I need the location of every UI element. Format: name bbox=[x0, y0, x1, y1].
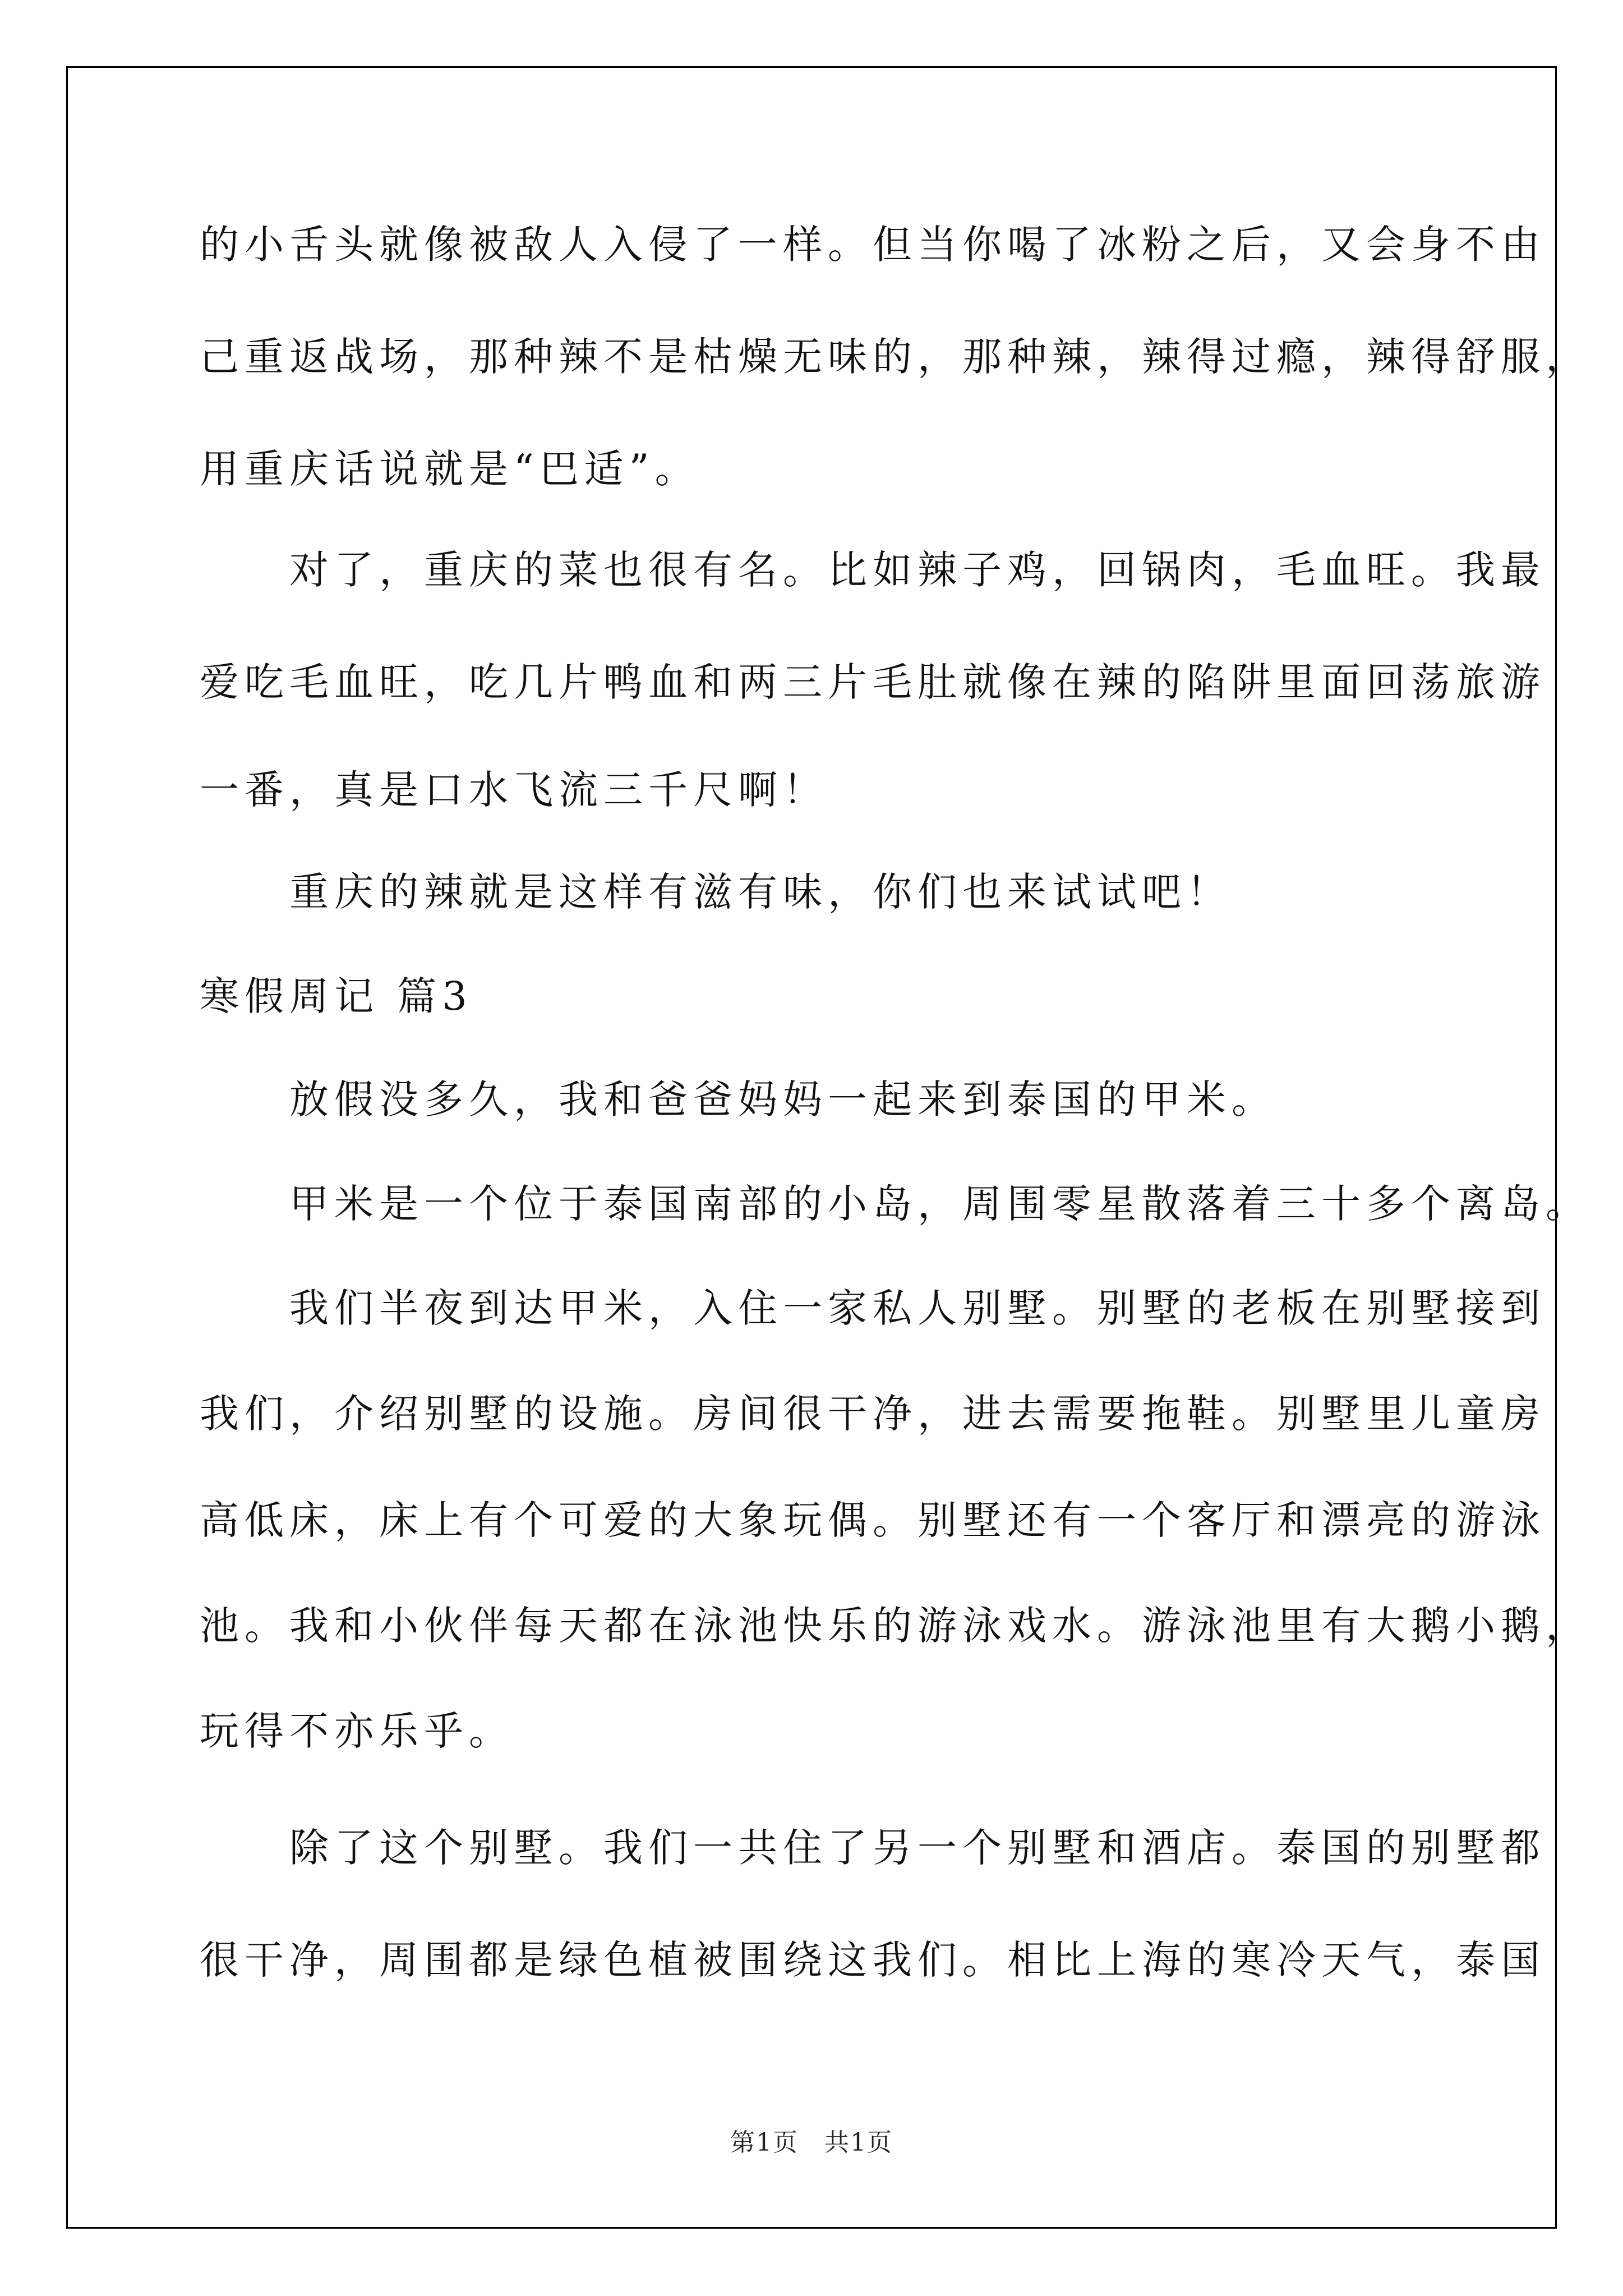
text-line: 我们，介绍别墅的设施。房间很干净，进去需要拖鞋。别墅里儿童房 bbox=[200, 1391, 1546, 1437]
text-line: 除了这个别墅。我们一共住了另一个别墅和酒店。泰国的别墅都 bbox=[200, 1825, 1546, 1871]
text-line: 高低床，床上有个可爱的大象玩偶。别墅还有一个客厅和漂亮的游泳 bbox=[200, 1497, 1546, 1543]
page-footer: 第1页 共1页 bbox=[730, 2128, 893, 2157]
text-line: 一番，真是口水飞流三千尺啊！ bbox=[200, 767, 828, 813]
text-line: 池。我和小伙伴每天都在泳池快乐的游泳戏水。游泳池里有大鹅小鹅， bbox=[200, 1603, 1590, 1649]
text-line: 甲米是一个位于泰国南部的小岛，周围零星散落着三十多个离岛。 bbox=[200, 1181, 1590, 1227]
text-line: 己重返战场，那种辣不是枯燥无味的，那种辣，辣得过瘾，辣得舒服， bbox=[200, 334, 1590, 380]
text-line: 对了，重庆的菜也很有名。比如辣子鸡，回锅肉，毛血旺。我最 bbox=[200, 547, 1546, 593]
section-heading: 寒假周记 篇3 bbox=[200, 973, 473, 1019]
text-line: 用重庆话说就是“巴适”。 bbox=[200, 446, 700, 492]
text-line: 很干净，周围都是绿色植被围绕这我们。相比上海的寒冷天气，泰国 bbox=[200, 1937, 1546, 1983]
text-line: 玩得不亦乐乎。 bbox=[200, 1708, 514, 1754]
text-line: 的小舌头就像被敌人入侵了一样。但当你喝了冰粉之后，又会身不由 bbox=[200, 222, 1546, 268]
text-line: 爱吃毛血旺，吃几片鸭血和两三片毛肚就像在辣的陷阱里面回荡旅游 bbox=[200, 659, 1546, 705]
page-border bbox=[66, 66, 1557, 2229]
text-line: 我们半夜到达甲米，入住一家私人别墅。别墅的老板在别墅接到 bbox=[200, 1285, 1546, 1331]
text-line: 重庆的辣就是这样有滋有味，你们也来试试吧！ bbox=[200, 869, 1232, 915]
text-line: 放假没多久，我和爸爸妈妈一起来到泰国的甲米。 bbox=[200, 1076, 1276, 1122]
